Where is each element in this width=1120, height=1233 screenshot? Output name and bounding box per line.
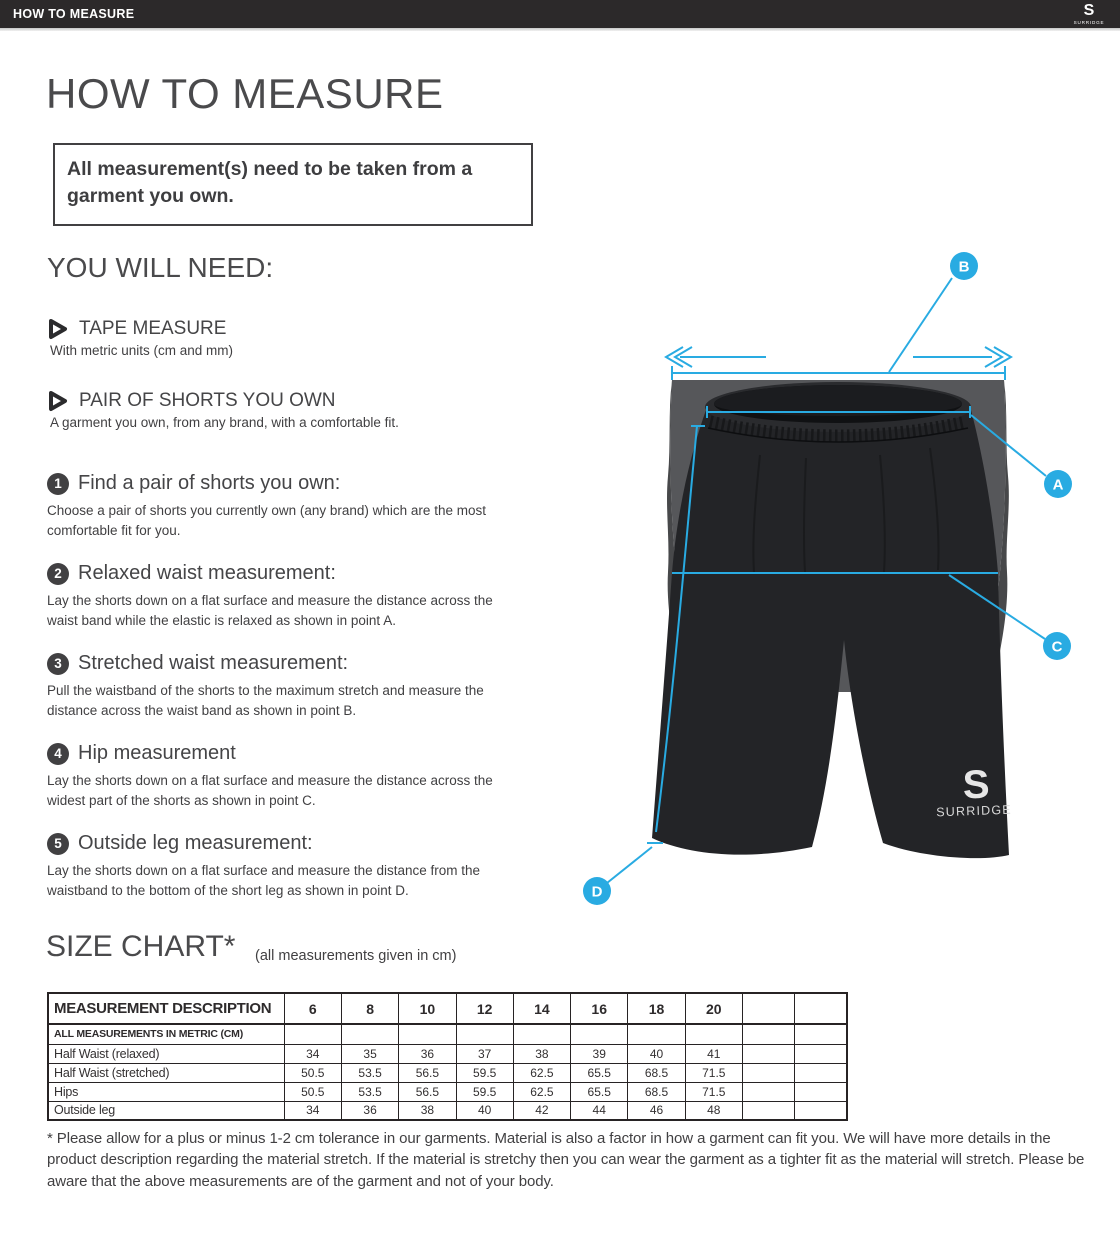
empty-cell (795, 1024, 847, 1044)
size-value-cell: 56.5 (399, 1063, 456, 1082)
size-chart-heading: SIZE CHART* (46, 930, 236, 963)
size-value-cell: 48 (685, 1101, 742, 1120)
size-value-cell: 40 (456, 1101, 513, 1120)
step-title: Hip measurement (78, 742, 236, 764)
step-description: Lay the shorts down on a flat surface and measure the distance from the waistband to the bottom of the short leg as shown in point D. (47, 863, 480, 898)
size-value-cell: 62.5 (513, 1082, 570, 1101)
size-value-cell: 53.5 (341, 1082, 398, 1101)
top-bar-title: HOW TO MEASURE (13, 7, 135, 21)
step-number-badge: 1 (47, 473, 69, 495)
step-title: Stretched waist measurement: (78, 652, 349, 674)
step-number-badge: 4 (47, 743, 69, 765)
step-2 (47, 562, 537, 652)
size-table-row (48, 1063, 847, 1082)
empty-cell (795, 1101, 847, 1120)
size-value-cell: 56.5 (399, 1082, 456, 1101)
size-value-cell: 36 (341, 1101, 398, 1120)
size-col-header: 12 (456, 993, 513, 1024)
step-4 (47, 742, 537, 832)
step-3 (47, 652, 537, 742)
shorts-measurement-diagram (580, 240, 1120, 920)
point-label-b: B (958, 258, 970, 276)
size-value-cell: 38 (399, 1101, 456, 1120)
size-value-cell: 36 (399, 1044, 456, 1063)
top-bar (0, 0, 1120, 28)
size-value-cell: 37 (456, 1044, 513, 1063)
size-table-row (48, 1101, 847, 1120)
size-col-header: 8 (341, 993, 398, 1024)
empty-cell (795, 1063, 847, 1082)
step-5 (47, 832, 537, 922)
steps-list (47, 472, 537, 922)
size-value-cell: 59.5 (456, 1063, 513, 1082)
row-label: Hips (48, 1082, 284, 1101)
size-value-cell: 35 (341, 1044, 398, 1063)
size-value-cell: 46 (628, 1101, 685, 1120)
size-chart-table (47, 992, 848, 1121)
step-number-badge: 2 (47, 563, 69, 585)
size-col-header: 6 (284, 993, 341, 1024)
surridge-logo-icon (1066, 1, 1112, 27)
size-col-header (795, 993, 847, 1024)
empty-cell (742, 1044, 794, 1063)
size-value-cell: 71.5 (685, 1063, 742, 1082)
size-value-cell: 68.5 (628, 1063, 685, 1082)
size-value-cell: 34 (284, 1044, 341, 1063)
need-item-pair-of-shorts (47, 390, 399, 430)
step-1 (47, 472, 537, 562)
need-item-tape-measure (47, 318, 233, 358)
size-col-header (742, 993, 794, 1024)
size-chart-subheading: (all measurements given in cm) (255, 948, 457, 964)
empty-cell (341, 1024, 398, 1044)
need-item-description: With metric units (cm and mm) (50, 343, 234, 358)
empty-cell (399, 1024, 456, 1044)
row-label: Outside leg (48, 1101, 284, 1120)
step-description: Choose a pair of shorts you currently own (any brand) which are the most comfortable fit for you. (47, 503, 486, 538)
page-title: HOW TO MEASURE (46, 70, 444, 117)
svg-text:S: S (962, 762, 991, 808)
step-description: Pull the waistband of the shorts to the maximum stretch and measure the distance across the waist band as shown in point B. (47, 683, 484, 718)
size-table-row (48, 1044, 847, 1063)
size-col-header: 14 (513, 993, 570, 1024)
size-col-header: 20 (685, 993, 742, 1024)
unit-row-label: ALL MEASUREMENTS IN METRIC (CM) (48, 1024, 284, 1044)
size-value-cell: 62.5 (513, 1063, 570, 1082)
step-number-badge: 5 (47, 833, 69, 855)
need-item-title: TAPE MEASURE (79, 318, 227, 339)
size-value-cell: 34 (284, 1101, 341, 1120)
size-value-cell: 41 (685, 1044, 742, 1063)
size-table-body (48, 1024, 847, 1120)
triangle-bullet-icon (47, 318, 69, 340)
size-value-cell: 50.5 (284, 1082, 341, 1101)
size-value-cell: 68.5 (628, 1082, 685, 1101)
point-label-d: D (591, 883, 603, 901)
size-value-cell: 38 (513, 1044, 570, 1063)
size-col-header: 10 (399, 993, 456, 1024)
empty-cell (513, 1024, 570, 1044)
size-col-header: 16 (571, 993, 628, 1024)
svg-text:S: S (1083, 2, 1095, 19)
step-description: Lay the shorts down on a flat surface and measure the distance across the waist band while the elastic is relaxed as shown in point A. (47, 593, 493, 628)
empty-cell (795, 1044, 847, 1063)
you-will-need-heading: YOU WILL NEED: (47, 252, 274, 283)
shorts-graphic (652, 382, 1012, 858)
stretched-waist-line-B (672, 366, 1005, 380)
empty-cell (742, 1063, 794, 1082)
step-title: Relaxed waist measurement: (78, 562, 336, 584)
leader-line-D (607, 847, 652, 883)
step-number-badge: 3 (47, 653, 69, 675)
row-label: Half Waist (stretched) (48, 1063, 284, 1082)
empty-cell (456, 1024, 513, 1044)
need-item-title: PAIR OF SHORTS YOU OWN (79, 390, 336, 411)
notice-box: All measurement(s) need to be taken from a garment you own. (53, 143, 533, 226)
need-item-description: A garment you own, from any brand, with a comfortable fit. (50, 415, 399, 430)
description-col-header: MEASUREMENT DESCRIPTION (48, 993, 284, 1024)
size-table-row (48, 1082, 847, 1101)
size-value-cell: 59.5 (456, 1082, 513, 1101)
size-value-cell: 44 (571, 1101, 628, 1120)
size-value-cell: 71.5 (685, 1082, 742, 1101)
garment-logo-text: SURRIDGE (936, 802, 1013, 820)
size-table-unit-row (48, 1024, 847, 1044)
size-value-cell: 65.5 (571, 1082, 628, 1101)
size-value-cell: 42 (513, 1101, 570, 1120)
step-description: Lay the shorts down on a flat surface and measure the distance across the widest part of the shorts as shown in point C. (47, 773, 493, 808)
empty-cell (628, 1024, 685, 1044)
size-value-cell: 40 (628, 1044, 685, 1063)
empty-cell (685, 1024, 742, 1044)
size-value-cell: 65.5 (571, 1063, 628, 1082)
point-label-c: C (1051, 638, 1063, 656)
empty-cell (795, 1082, 847, 1101)
step-title: Find a pair of shorts you own: (78, 472, 341, 494)
row-label: Half Waist (relaxed) (48, 1044, 284, 1063)
empty-cell (284, 1024, 341, 1044)
size-value-cell: 53.5 (341, 1063, 398, 1082)
size-value-cell: 50.5 (284, 1063, 341, 1082)
size-table-header-row (48, 993, 847, 1024)
empty-cell (742, 1101, 794, 1120)
tolerance-footnote: * Please allow for a plus or minus 1-2 cm tolerance in our garments. Material is also a factor in how a garment can fit you. We will have more details in the product description regarding the material stretch. If the material is stretchy then you can wear the garment as a tighter fit as the material will stretch. Please be aware that the above measurements are of the garment and not of your body. (47, 1130, 1085, 1190)
empty-cell (742, 1024, 794, 1044)
empty-cell (571, 1024, 628, 1044)
step-title: Outside leg measurement: (78, 832, 313, 854)
empty-cell (742, 1082, 794, 1101)
top-bar-brand: SURRIDGE (1073, 20, 1105, 25)
point-label-a: A (1052, 476, 1064, 494)
size-value-cell: 39 (571, 1044, 628, 1063)
triangle-bullet-icon (47, 390, 69, 412)
size-col-header: 18 (628, 993, 685, 1024)
